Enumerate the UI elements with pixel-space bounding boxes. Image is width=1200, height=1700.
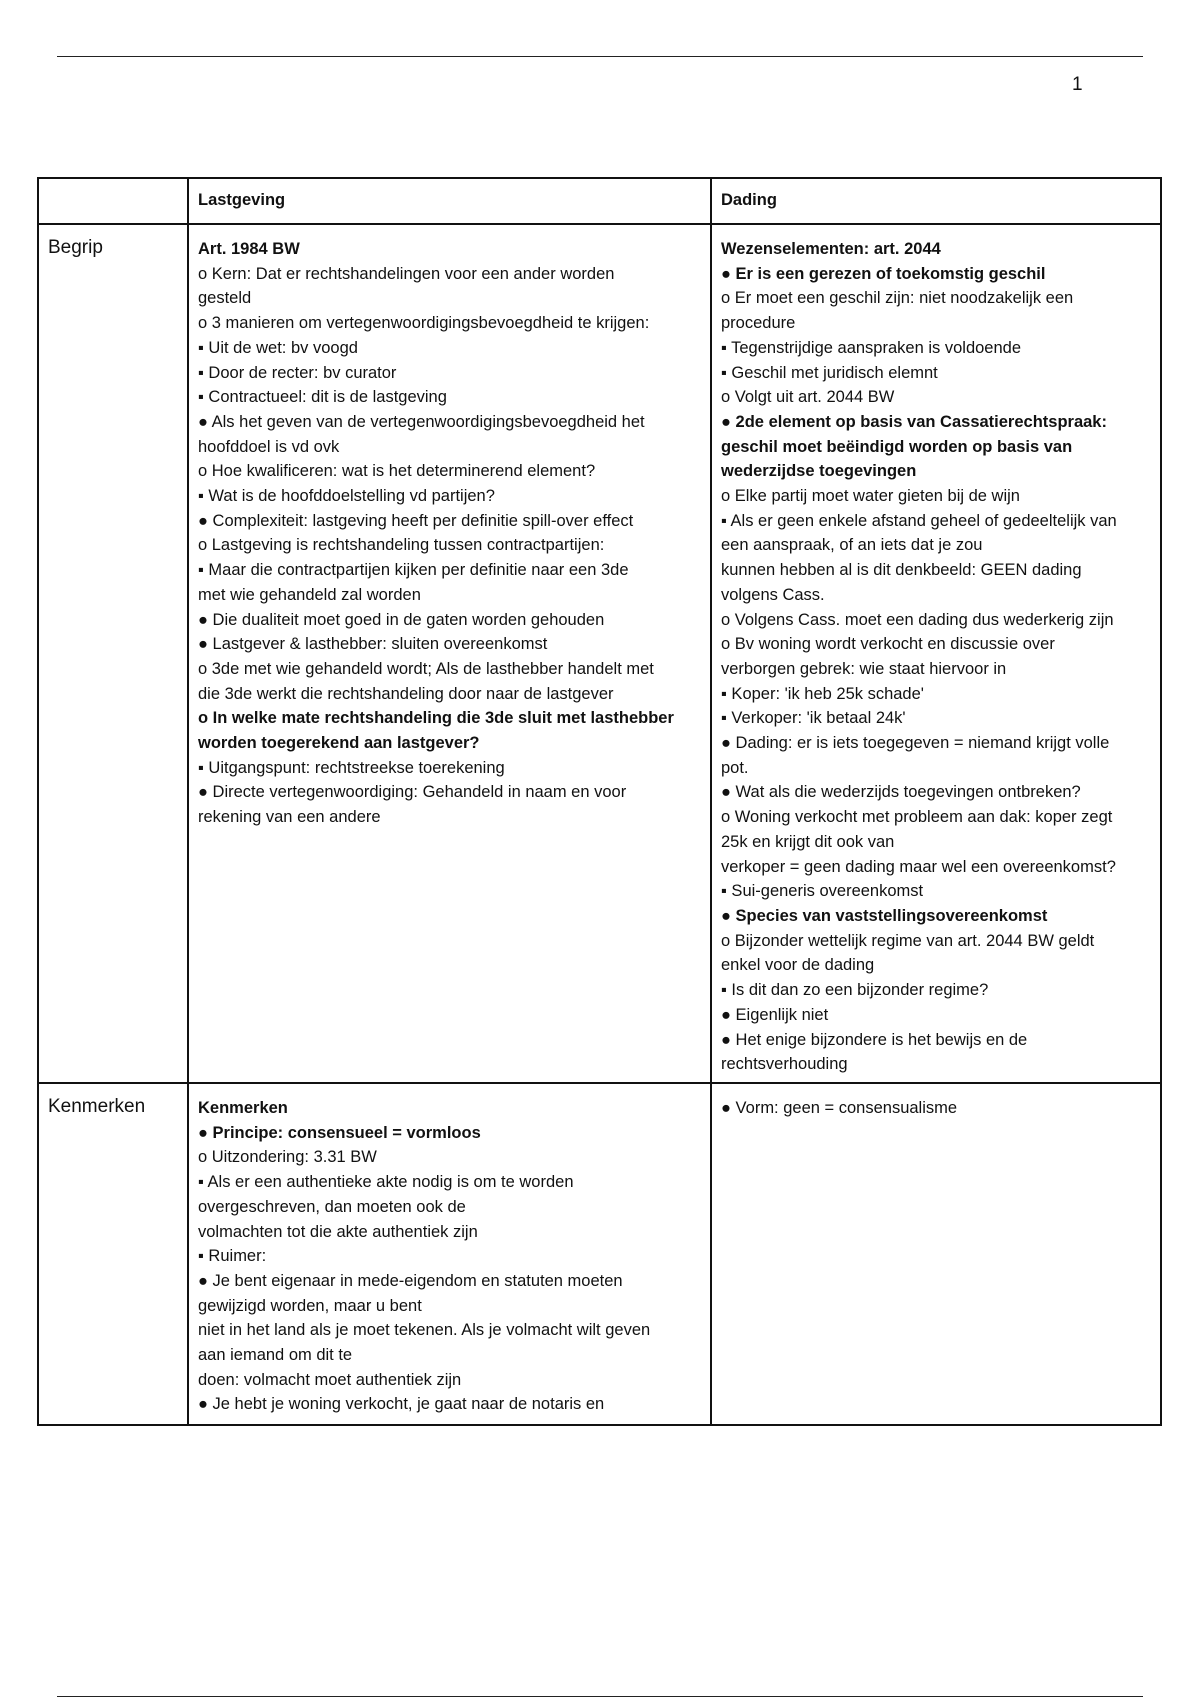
cell-kenmerken-lastgeving [188,1083,711,1425]
header-cell-empty [38,178,188,224]
header-rule [57,56,1143,57]
text-line: ▪ Uit de wet: bv voogd [198,338,358,357]
text-line: ▪ Contractueel: dit is de lastgeving [198,388,447,407]
text-line: ● Lastgever & lasthebber: sluiten overeenkomst [198,635,548,654]
text-line: o Bijzonder wettelijk regime van art. 2044 BW geldt [721,931,1095,950]
text-line: ● Het enige bijzondere is het bewijs en de [721,1030,1028,1049]
text-line: overgeschreven, dan moeten ook de [198,1197,466,1216]
text-line: kunnen hebben al is dit denkbeeld: GEEN dading [721,561,1082,580]
text-line: ● 2de element op basis van Cassatierechtspraak: [721,412,1107,431]
text-line: ● Je bent eigenaar in mede-eigendom en statuten moeten [198,1271,623,1290]
row-label-cell [38,1083,188,1425]
text-block [721,225,1151,1077]
text-line: ● Species van vaststellingsovereenkomst [721,906,1048,925]
text-line: ● Eigenlijk niet [721,1005,829,1024]
table-row-kenmerken [38,1083,1161,1425]
column-title-lastgeving: Lastgeving [198,191,286,209]
header-cell-lastgeving [188,178,711,224]
text-line: ● Directe vertegenwoordiging: Gehandeld in naam en voor [198,783,627,802]
text-line: rekening van een andere [198,808,381,827]
text-line: die 3de werkt die rechtshandeling door naar de lastgever [198,684,614,703]
text-line: aan iemand om dit te [198,1346,353,1365]
column-title-dading: Dading [721,191,777,209]
text-line: o 3de met wie gehandeld wordt; Als de lasthebber handelt met [198,659,654,678]
cell-begrip-lastgeving [188,224,711,1083]
text-line: gewijzigd worden, maar u bent [198,1296,422,1315]
text-line: enkel voor de dading [721,956,875,975]
cell-kenmerken-dading [711,1083,1161,1425]
comparison-table [37,177,1162,1426]
text-line: o 3 manieren om vertegenwoordigingsbevoegdheid te krijgen: [198,314,650,333]
text-line: ● Die dualiteit moet goed in de gaten worden gehouden [198,610,605,629]
text-line: geschil moet beëindigd worden op basis van [721,437,1073,456]
text-line: o In welke mate rechtshandeling die 3de sluit met lasthebber [198,709,674,728]
text-line: verborgen gebrek: wie staat hiervoor in [721,659,1007,678]
text-line: procedure [721,314,796,333]
text-line: o Lastgeving is rechtshandeling tussen contractpartijen: [198,536,605,555]
text-line: volmachten tot die akte authentiek zijn [198,1222,478,1241]
text-line: o Uitzondering: 3.31 BW [198,1148,377,1167]
table-header-row [38,178,1161,224]
text-line: gesteld [198,289,252,308]
text-line: ▪ Ruimer: [198,1247,267,1266]
text-line: o Er moet een geschil zijn: niet noodzakelijk een [721,289,1074,308]
text-line: ● Je hebt je woning verkocht, je gaat naar de notaris en [198,1395,605,1414]
text-line: ● Als het geven van de vertegenwoordigingsbevoegdheid het [198,412,645,431]
text-line: worden toegerekend aan lastgever? [198,734,480,753]
text-line: ▪ Is dit dan zo een bijzonder regime? [721,981,989,1000]
text-line: 25k en krijgt dit ook van [721,832,895,851]
text-line: doen: volmacht moet authentiek zijn [198,1370,462,1389]
text-block [721,1084,1151,1121]
text-line: o Elke partij moet water gieten bij de wijn [721,487,1020,506]
page-number: 1 [1072,74,1083,95]
text-line: niet in het land als je moet tekenen. Als je volmacht wilt geven [198,1321,651,1340]
text-line: Kenmerken [198,1099,288,1117]
text-line: o Hoe kwalificeren: wat is het determinerend element? [198,462,596,481]
text-line: een aanspraak, of an iets dat je zou [721,536,983,555]
text-line: Art. 1984 BW [198,240,300,258]
text-line: ▪ Koper: 'ik heb 25k schade' [721,684,924,703]
text-line: ▪ Wat is de hoofddoelstelling vd partijen? [198,487,495,506]
text-line: ● Vorm: geen = consensualisme [721,1099,958,1117]
text-line: Wezenselementen: art. 2044 [721,240,941,258]
text-line: o Volgt uit art. 2044 BW [721,388,895,407]
text-line: ▪ Uitgangspunt: rechtstreekse toerekening [198,758,505,777]
text-line: pot. [721,758,749,777]
row-label-kenmerken: Kenmerken [48,1096,146,1117]
text-line: ▪ Maar die contractpartijen kijken per definitie naar een 3de [198,561,629,580]
text-line: ▪ Sui-generis overeenkomst [721,882,924,901]
text-line: ▪ Verkoper: 'ik betaal 24k' [721,709,906,728]
text-line: ▪ Door de recter: bv curator [198,363,397,382]
text-line: met wie gehandeld zal worden [198,585,421,604]
row-label-begrip: Begrip [48,237,103,258]
header-cell-dading [711,178,1161,224]
text-line: ● Principe: consensueel = vormloos [198,1123,481,1142]
text-line: verkoper = geen dading maar wel een overeenkomst? [721,857,1116,876]
table-row-begrip [38,224,1161,1083]
text-line: rechtsverhouding [721,1055,848,1074]
text-line: hoofddoel is vd ovk [198,437,340,456]
row-label-cell [38,224,188,1083]
text-line: volgens Cass. [721,585,825,604]
text-line: ● Wat als die wederzijds toegevingen ontbreken? [721,783,1081,802]
text-line: o Volgens Cass. moet een dading dus wederkerig zijn [721,610,1114,629]
text-line: ● Dading: er is iets toegegeven = niemand krijgt volle [721,734,1110,753]
footer-rule [57,1696,1143,1697]
text-block [198,225,701,830]
text-line: o Bv woning wordt verkocht en discussie over [721,635,1055,654]
text-line: ● Er is een gerezen of toekomstig geschil [721,264,1046,283]
text-line: ▪ Als er een authentieke akte nodig is om te worden [198,1173,574,1192]
text-line: wederzijdse toegevingen [721,462,917,481]
text-line: o Woning verkocht met probleem aan dak: koper zegt [721,808,1113,827]
text-line: ▪ Als er geen enkele afstand geheel of gedeeltelijk van [721,511,1117,530]
text-line: ▪ Geschil met juridisch elemnt [721,363,938,382]
text-block [198,1084,701,1417]
cell-begrip-dading [711,224,1161,1083]
text-line: o Kern: Dat er rechtshandelingen voor een ander worden [198,264,615,283]
text-line: ● Complexiteit: lastgeving heeft per definitie spill-over effect [198,511,634,530]
text-line: ▪ Tegenstrijdige aanspraken is voldoende [721,338,1021,357]
